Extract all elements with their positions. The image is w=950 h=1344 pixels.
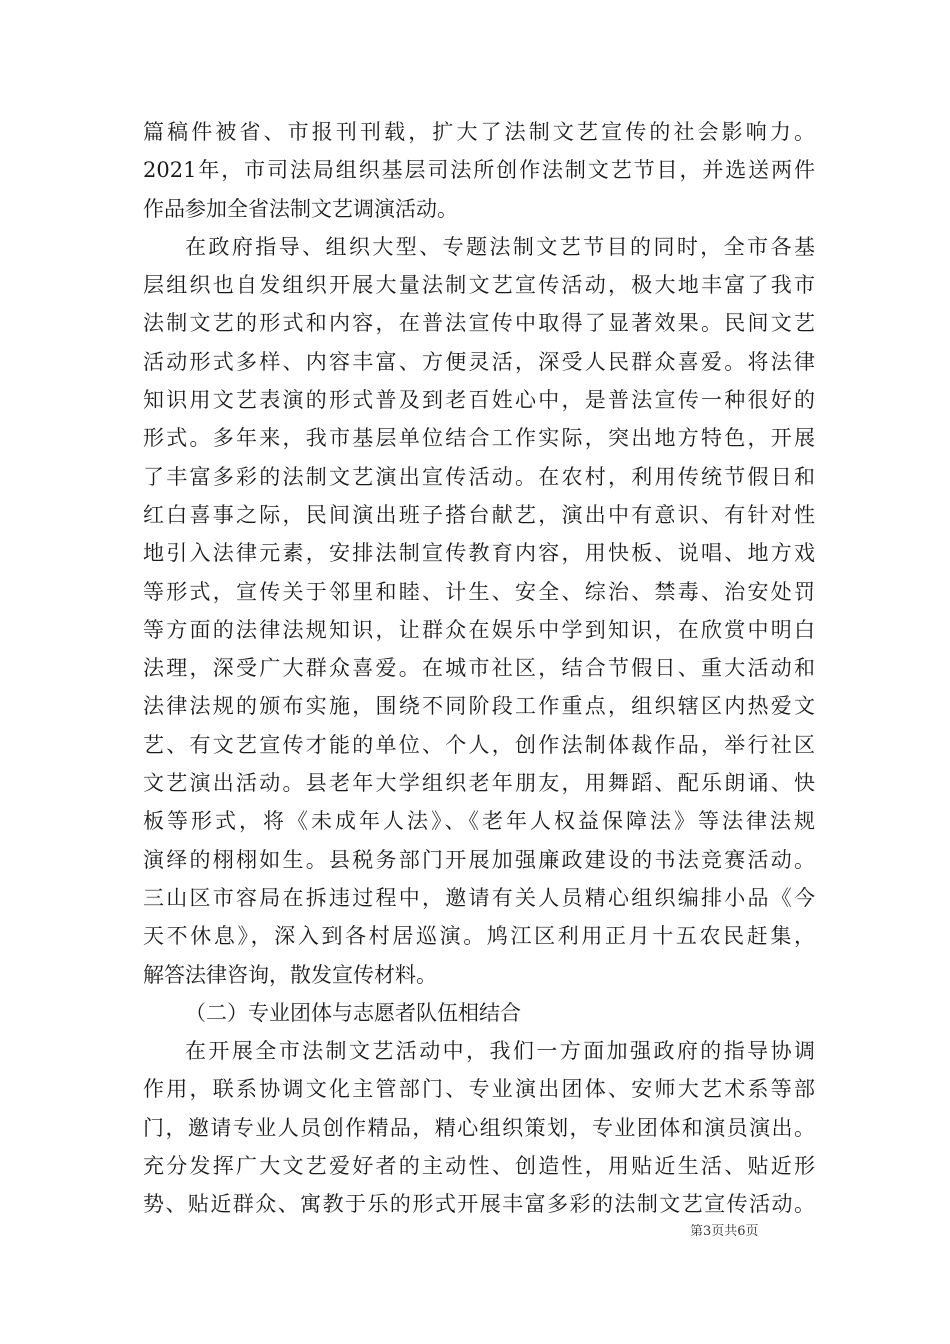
document-body bbox=[143, 113, 815, 1224]
text-line: 板等形式，将《未成年人法》、《老年人权益保障法》等法律法规 bbox=[143, 809, 815, 834]
text-line: 门，邀请专业人员创作精品，精心组织策划，专业团体和演员演出。 bbox=[143, 1115, 815, 1140]
text-line: 文艺演出活动。县老年大学组织老年朋友，用舞蹈、配乐朗诵、快 bbox=[143, 771, 815, 796]
text-line: 解答法律咨询，散发宣传材料。 bbox=[143, 962, 437, 987]
text-line: 作用，联系协调文化主管部门、专业演出团体、安师大艺术系等部 bbox=[143, 1077, 815, 1102]
text-line: 在开展全市法制文艺活动中，我们一方面加强政府的指导协调 bbox=[185, 1039, 815, 1064]
paragraph-3 bbox=[143, 1032, 815, 1223]
text-line: 等形式，宣传关于邻里和睦、计生、安全、综治、禁毒、治安处罚 bbox=[143, 579, 815, 604]
paragraph-2 bbox=[143, 228, 815, 994]
text-line: 在政府指导、组织大型、专题法制文艺节目的同时，全市各基 bbox=[185, 234, 815, 259]
text-line: 势、贴近群众、寓教于乐的形式开展丰富多彩的法制文艺宣传活动。 bbox=[143, 1192, 815, 1217]
text-line: 红白喜事之际，民间演出班子搭台献艺，演出中有意识、有针对性 bbox=[143, 502, 815, 527]
text-line: 法理，深受广大群众喜爱。在城市社区，结合节假日、重大活动和 bbox=[143, 656, 815, 681]
text-line: 层组织也自发组织开展大量法制文艺宣传活动，极大地丰富了我市 bbox=[143, 273, 815, 298]
text-line: 艺、有文艺宣传才能的单位、个人，创作法制体裁作品，举行社区 bbox=[143, 732, 815, 757]
text-line: 知识用文艺表演的形式普及到老百姓心中，是普法宣传一种很好的 bbox=[143, 388, 815, 413]
text-line: 形式。多年来，我市基层单位结合工作实际，突出地方特色，开展 bbox=[143, 426, 815, 451]
text-line: 地引入法律元素，安排法制宣传教育内容，用快板、说唱、地方戏 bbox=[143, 541, 815, 566]
text-line: 篇稿件被省、市报刊刊载，扩大了法制文艺宣传的社会影响力。 bbox=[143, 120, 815, 144]
text-line: 法律法规的颁布实施，围绕不同阶段工作重点，组织辖区内热爱文 bbox=[143, 694, 815, 719]
text-line: 2021年，市司法局组织基层司法所创作法制文艺节目，并选送两件 bbox=[143, 158, 815, 183]
text-line: 充分发挥广大文艺爱好者的主动性、创造性，用贴近生活、贴近形 bbox=[143, 1154, 815, 1179]
section-heading: （二）专业团体与志愿者队伍相结合 bbox=[185, 1000, 521, 1025]
text-line: 法制文艺的形式和内容，在普法宣传中取得了显著效果。民间文艺 bbox=[143, 311, 815, 336]
text-line: 演绎的栩栩如生。县税务部门开展加强廉政建设的书法竞赛活动。 bbox=[143, 847, 815, 872]
text-line: 作品参加全省法制文艺调演活动。 bbox=[143, 196, 458, 221]
text-line: 三山区市容局在拆违过程中，邀请有关人员精心组织编排小品《今 bbox=[143, 885, 815, 910]
page-number-footer: 第3页共6页 bbox=[690, 1224, 759, 1239]
paragraph-1 bbox=[143, 113, 815, 228]
text-line: 活动形式多样、内容丰富、方便灵活，深受人民群众喜爱。将法律 bbox=[143, 349, 815, 374]
text-line: 等方面的法律法规知识，让群众在娱乐中学到知识，在欣赏中明白 bbox=[143, 617, 815, 642]
text-line: 天不休息》，深入到各村居巡演。鸠江区利用正月十五农民赶集， bbox=[143, 924, 815, 949]
text-line: 了丰富多彩的法制文艺演出宣传活动。在农村，利用传统节假日和 bbox=[143, 464, 815, 489]
